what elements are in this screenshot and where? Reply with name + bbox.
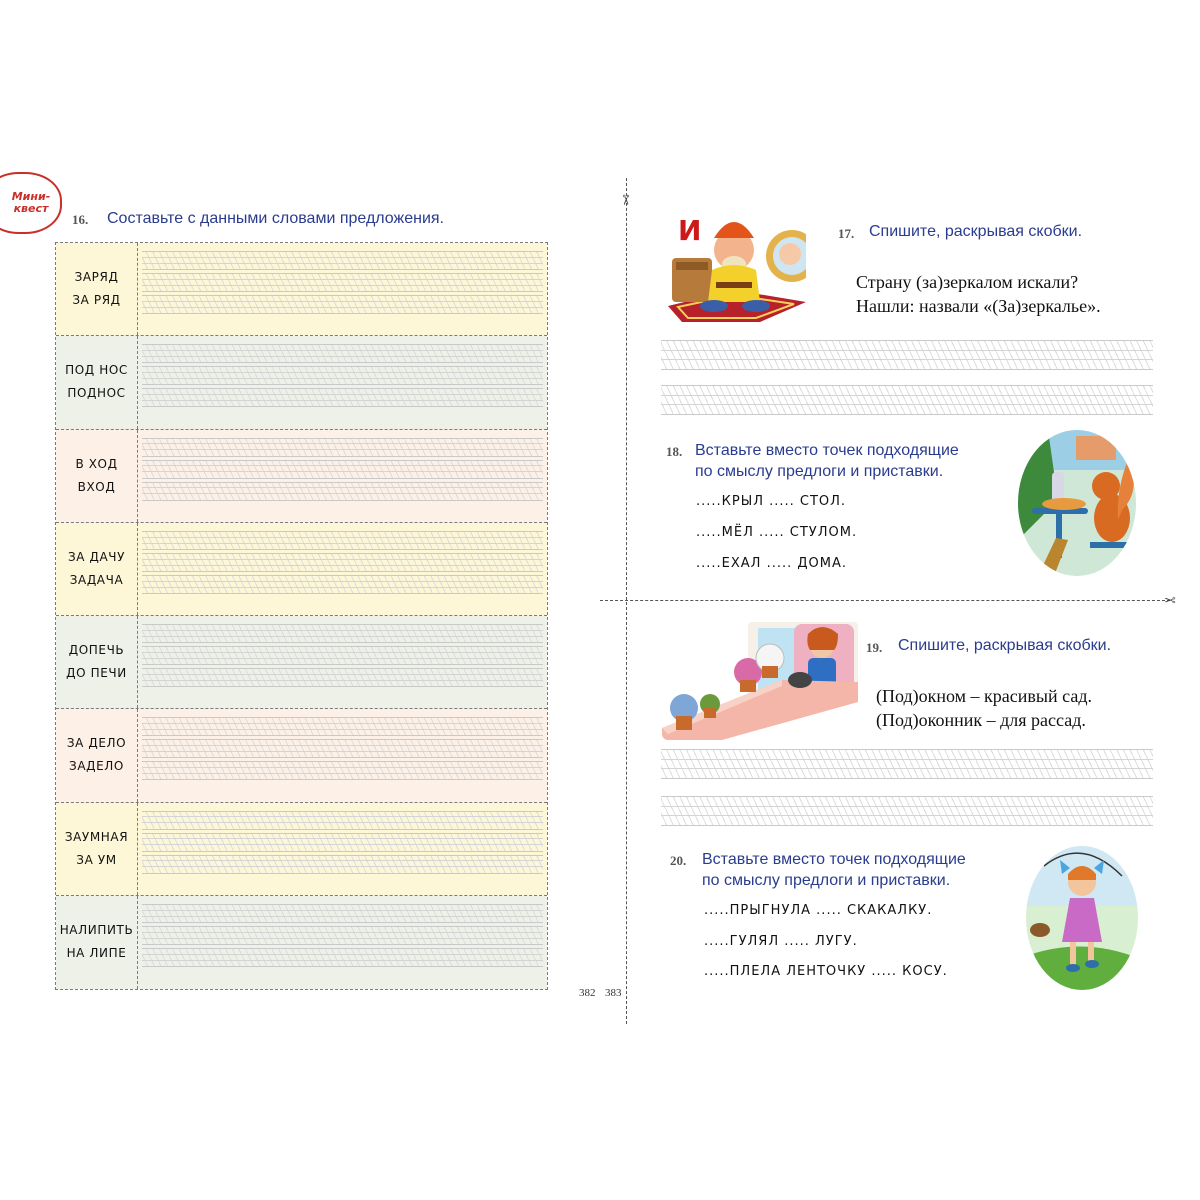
word-pair-cell (56, 523, 138, 615)
word-pair-cell (56, 336, 138, 428)
girl-jumping-rope-illustration (1026, 846, 1138, 990)
word-label: ЗАУМНАЯ (64, 829, 129, 844)
writing-line (142, 811, 543, 830)
writing-area[interactable] (138, 243, 547, 335)
word-pair-cell (56, 616, 138, 708)
writing-line (142, 739, 543, 758)
writing-area[interactable] (138, 803, 547, 895)
task-17-instruction: Спишите, раскрывая скобки. (869, 223, 1083, 240)
word-label: ЗА ДЕЛО (66, 736, 127, 751)
task-20-item: .....ГУЛЯЛ ..... ЛУГУ. (704, 934, 858, 949)
word-label: ВХОД (77, 479, 116, 494)
word-pair-cell (56, 803, 138, 895)
writing-line (142, 438, 543, 457)
word-label: ДОПЕЧЬ (68, 643, 125, 658)
word-label: ПОД НОС (65, 363, 128, 378)
task-18-instruction-line-1: Вставьте вместо точек подходящие (695, 442, 959, 459)
word-label: В ХОД (75, 456, 118, 471)
writing-line (142, 646, 543, 665)
writing-line (661, 749, 1153, 779)
writing-area[interactable] (138, 430, 547, 522)
table-row (56, 430, 547, 523)
word-pair-cell (56, 243, 138, 335)
task-17-number: 17. (838, 226, 855, 241)
word-label: ЗА РЯД (72, 293, 121, 308)
badge-label: Мини- квест (11, 190, 51, 215)
task-17-text-line-2: Нашли: назвали «(За)зеркалье». (856, 296, 1101, 316)
horizontal-cut-line (600, 600, 1170, 601)
writing-line (142, 482, 543, 501)
writing-line (142, 273, 543, 292)
page-number-left: 382 (579, 987, 596, 999)
writing-line (142, 668, 543, 687)
scissors-icon: ✂ (616, 194, 633, 206)
word-label: ПОДНОС (67, 386, 126, 401)
writing-area[interactable] (138, 896, 547, 989)
table-row (56, 523, 547, 616)
task-16-instruction: Составьте с данными словами предложения. (107, 210, 444, 227)
word-label: ЗАРЯД (74, 270, 119, 285)
word-label: ДО ПЕЧИ (66, 666, 127, 681)
word-label: НА ЛИПЕ (66, 946, 127, 961)
task-17-text-line-1: Страну (за)зеркалом искали? (856, 272, 1079, 292)
squirrel-table-illustration (1018, 430, 1136, 576)
scissors-icon: ✂ (1164, 591, 1176, 607)
writing-line (142, 460, 543, 479)
svg-text:И: И (678, 214, 702, 247)
task-19-text-line-2: (Под)оконник – для рассад. (876, 710, 1086, 730)
writing-line (142, 575, 543, 594)
vertical-cut-line (626, 178, 627, 1024)
writing-line (142, 251, 543, 270)
writing-line (661, 340, 1153, 370)
writing-line (661, 385, 1153, 415)
task-19-instruction: Спишите, раскрывая скобки. (898, 637, 1112, 654)
writing-line (142, 553, 543, 572)
dwarf-mirror-illustration (664, 210, 806, 322)
task-16-number: 16. (72, 212, 89, 227)
table-row (56, 243, 547, 336)
task-18-item: .....МЁЛ ..... СТУЛОМ. (696, 525, 858, 540)
sentence-table (55, 242, 548, 990)
writing-line (142, 833, 543, 852)
writing-line (142, 855, 543, 874)
task-19-text-line-1: (Под)окном – красивый сад. (876, 686, 1092, 706)
task-20-number: 20. (670, 853, 687, 868)
writing-line (142, 717, 543, 736)
word-pair-cell (56, 896, 138, 989)
mini-quest-badge (0, 172, 62, 234)
writing-line (142, 388, 543, 407)
task-18-item: .....ЕХАЛ ..... ДОМА. (696, 556, 848, 571)
task-20-instruction-line-2: по смыслу предлоги и приставки. (702, 872, 951, 889)
writing-line (142, 295, 543, 314)
word-label: ЗА УМ (76, 852, 117, 867)
writing-line (142, 926, 543, 945)
writing-area[interactable] (138, 523, 547, 615)
task-18-item: .....КРЫЛ ..... СТОЛ. (696, 494, 847, 509)
task-18-number: 18. (666, 444, 683, 459)
page-number-right: 383 (605, 987, 622, 999)
writing-line (142, 624, 543, 643)
writing-line (142, 344, 543, 363)
table-row (56, 336, 547, 429)
word-pair-cell (56, 709, 138, 801)
writing-line (142, 904, 543, 923)
table-row (56, 896, 547, 989)
table-row (56, 803, 547, 896)
task-19-number: 19. (866, 640, 883, 655)
task-20-instruction-line-1: Вставьте вместо точек подходящие (702, 851, 966, 868)
writing-area[interactable] (138, 709, 547, 801)
window-flowers-illustration (662, 620, 858, 740)
table-row (56, 616, 547, 709)
writing-line (142, 761, 543, 780)
word-pair-cell (56, 430, 138, 522)
writing-line (661, 796, 1153, 826)
writing-area[interactable] (138, 336, 547, 428)
writing-area[interactable] (138, 616, 547, 708)
writing-line (142, 531, 543, 550)
writing-line (142, 366, 543, 385)
word-label: ЗА ДАЧУ (67, 549, 126, 564)
task-20-item: .....ПЛЕЛА ЛЕНТОЧКУ ..... КОСУ. (704, 964, 948, 979)
writing-line (142, 948, 543, 967)
word-label: НАЛИПИТЬ (59, 923, 134, 938)
table-row (56, 709, 547, 802)
task-20-item: .....ПРЫГНУЛА ..... СКАКАЛКУ. (704, 903, 933, 918)
word-label: ЗАДЕЛО (69, 759, 124, 774)
word-label: ЗАДАЧА (69, 572, 124, 587)
task-18-instruction-line-2: по смыслу предлоги и приставки. (695, 463, 944, 480)
